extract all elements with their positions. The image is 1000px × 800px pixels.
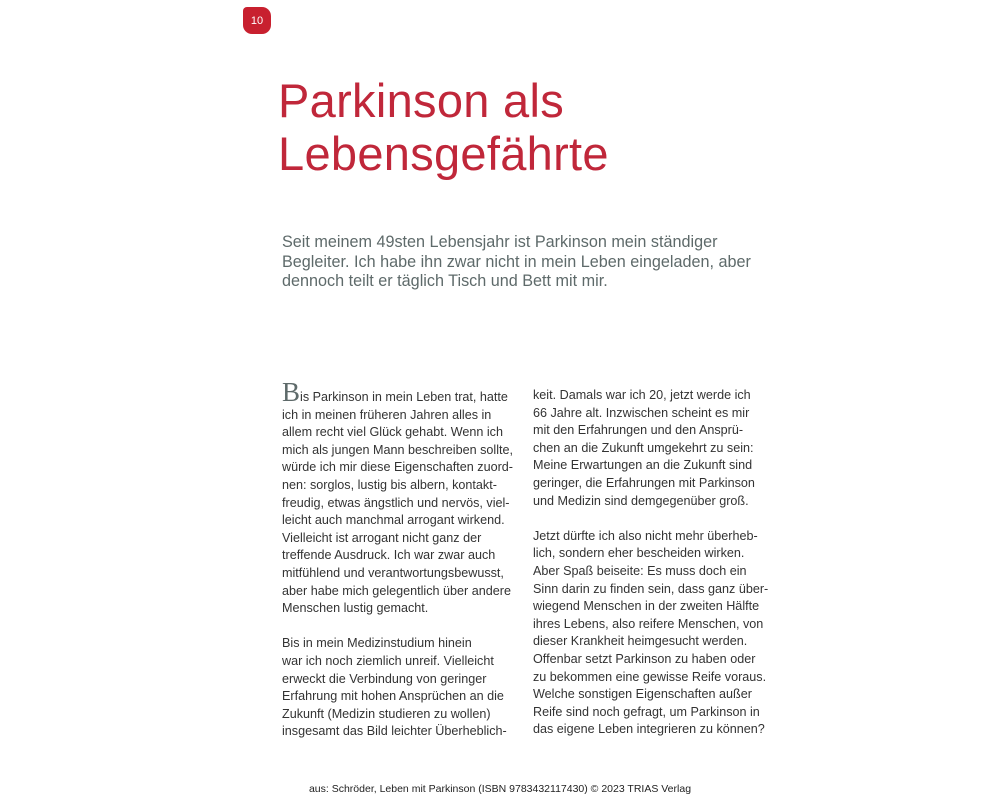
body-column-right [533,387,773,739]
lead-line: Seit meinem 49sten Lebensjahr ist Parkinson mein ständiger [282,233,718,251]
body-line: Vielleicht ist arrogant nicht ganz der [282,530,482,545]
body-line: Sinn darin zu finden sein, dass ganz über- [533,581,769,596]
body-line: Menschen lustig gemacht. [282,601,429,616]
body-line: Reife sind noch gefragt, um Parkinson in [533,704,760,719]
body-line [282,377,522,407]
body-line: und Medizin sind demgegenüber groß. [533,493,749,508]
body-line: 66 Jahre alt. Inzwischen scheint es mir [533,405,750,420]
body-line: mich als jungen Mann beschreiben sollte, [282,442,514,457]
body-line: chen an die Zukunft umgekehrt zu sein: [533,440,754,455]
body-line: wiegend Menschen in der zweiten Hälfte [533,599,760,614]
body-line: war ich noch ziemlich unreif. Vielleicht [282,653,494,668]
page-title [278,74,609,180]
body-line: zu bekommen eine gewisse Reife voraus. [533,669,767,684]
body-line: ich in meinen früheren Jahren alles in [282,407,492,422]
body-line: geringer, die Erfahrungen mit Parkinson [533,475,755,490]
body-line: dieser Krankheit heimgesucht werden. [533,634,748,649]
paragraph [282,635,522,741]
lead-line: Begleiter. Ich habe ihn zwar nicht in mein Leben eingeladen, aber [282,252,751,271]
paragraph [533,528,773,739]
title-line: Parkinson als [278,74,565,127]
body-line: treffende Ausdruck. Ich war zwar auch [282,548,496,563]
body-line: ihres Lebens, also reifere Menschen, von [533,616,764,631]
page-number-badge: 10 [243,7,271,34]
body-line: erweckt die Verbindung von geringer [282,671,487,686]
body-column-left [282,377,522,741]
title-line: Lebensgefährte [278,127,609,180]
body-line: Aber Spaß beiseite: Es muss doch ein [533,563,747,578]
paragraph [533,387,773,510]
body-line-text: is Parkinson in mein Leben trat, hatte [300,390,508,404]
body-line: Erfahrung mit hohen Ansprüchen an die [282,689,504,704]
drop-cap: B [282,377,301,407]
body-line: mit den Erfahrungen und den Ansprü- [533,423,744,438]
body-line: lich, sondern eher bescheiden wirken. [533,546,745,561]
body-line: Jetzt dürfte ich also nicht mehr überheb- [533,528,758,543]
body-line: das eigene Leben integrieren zu können? [533,722,765,737]
body-line: keit. Damals war ich 20, jetzt werde ich [533,388,751,402]
body-line: nen: sorglos, lustig bis albern, kontakt- [282,477,497,492]
body-line: allem recht viel Glück gehabt. Wenn ich [282,425,503,440]
lead-paragraph [282,233,751,292]
paragraph [282,407,522,618]
body-line: würde ich mir diese Eigenschaften zuord- [282,460,513,475]
source-footer: aus: Schröder, Leben mit Parkinson (ISBN 9783432117430) © 2023 TRIAS Verlag [308,783,692,795]
lead-line: dennoch teilt er täglich Tisch und Bett mit mir. [282,272,608,290]
body-line: aber habe mich gelegentlich über andere [282,583,511,598]
body-line: Welche sonstigen Eigenschaften außer [533,687,752,702]
body-line: Meine Erwartungen an die Zukunft sind [533,458,753,473]
body-line: Bis in mein Medizinstudium hinein [282,636,472,651]
body-line: insgesamt das Bild leichter Überheblich- [282,724,507,739]
body-line: freudig, etwas ängstlich und nervös, viel- [282,495,510,510]
body-line: leicht auch manchmal arrogant wirkend. [282,513,505,528]
body-line: Offenbar setzt Parkinson zu haben oder [533,651,756,666]
body-line: mitfühlend und verantwortungsbewusst, [282,565,504,580]
body-line: Zukunft (Medizin studieren zu wollen) [282,706,491,721]
